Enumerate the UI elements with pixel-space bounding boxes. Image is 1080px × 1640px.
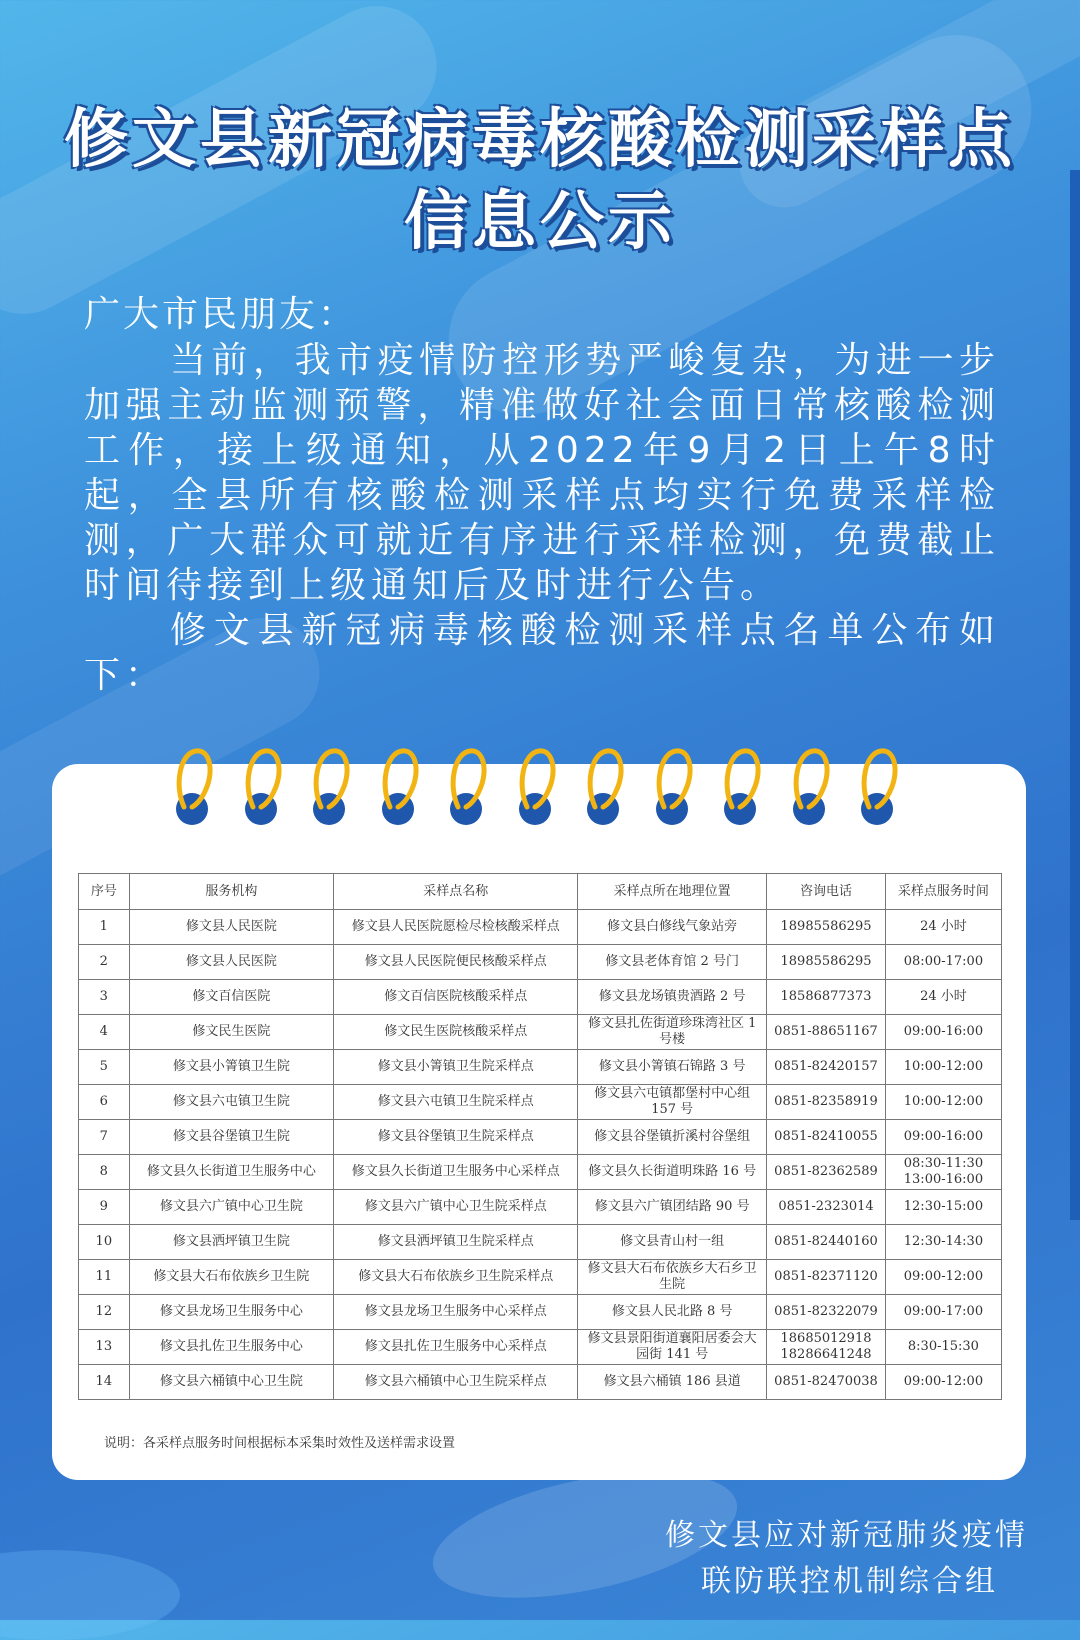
table-cell: 10 (79, 1225, 130, 1260)
table-cell: 修文县小箐镇石锦路 3 号 (578, 1050, 767, 1085)
table-cell: 修文县人民医院 (129, 910, 334, 945)
table-cell: 修文县六桶镇中心卫生院 (129, 1365, 334, 1400)
table-cell: 修文县久长街道卫生服务中心 (129, 1155, 334, 1190)
table-cell: 修文民生医院 (129, 1015, 334, 1050)
table-cell: 修文县龙场卫生服务中心采样点 (334, 1295, 578, 1330)
binder-ring-icon (376, 745, 424, 835)
table-cell: 修文百信医院 (129, 980, 334, 1015)
table-cell: 修文县扎佐卫生服务中心采样点 (334, 1330, 578, 1365)
table-row (79, 1295, 1002, 1330)
table-cell: 12:30-15:00 (885, 1190, 1001, 1225)
intro-paragraph: 当前，我市疫情防控形势严峻复杂，为进一步加强主动监测预警，精准做好社会面日常核酸检测工作，接上级通知，从2022年9月2日上午8时起，全县所有核酸检测采样点均实行免费采样检测，广大群众可就近有序进行采样检测，免费截止时间待接到上级通知后及时进行公告。 (84, 340, 1000, 606)
table-cell: 08:00-17:00 (885, 945, 1001, 980)
table-cell: 0851-2323014 (767, 1190, 886, 1225)
table-cell: 修文县六广镇中心卫生院采样点 (334, 1190, 578, 1225)
table-cell: 修文县久长街道卫生服务中心采样点 (334, 1155, 578, 1190)
table-cell: 修文县小箐镇卫生院采样点 (334, 1050, 578, 1085)
table-cell: 修文县六桶镇中心卫生院采样点 (334, 1365, 578, 1400)
binder-ring-icon (787, 745, 835, 835)
table-header-row (79, 874, 1002, 910)
table-cell: 10:00-12:00 (885, 1085, 1001, 1120)
table-cell: 修文县扎佐卫生服务中心 (129, 1330, 334, 1365)
right-edge-bar (1070, 170, 1080, 1220)
table-cell: 修文县扎佐街道珍珠湾社区 1 号楼 (578, 1015, 767, 1050)
table-cell: 修文百信医院核酸采样点 (334, 980, 578, 1015)
table-row (79, 1015, 1002, 1050)
table-cell: 修文县景阳街道襄阳居委会大园街 141 号 (578, 1330, 767, 1365)
table-cell: 修文县大石布依族乡大石乡卫生院 (578, 1260, 767, 1295)
column-header: 服务机构 (129, 874, 334, 910)
table-cell: 10:00-12:00 (885, 1050, 1001, 1085)
table-cell: 修文县洒坪镇卫生院 (129, 1225, 334, 1260)
binder-ring-icon (855, 745, 903, 835)
table-cell: 修文县人民医院便民核酸采样点 (334, 945, 578, 980)
table-body (79, 910, 1002, 1400)
table-row (79, 1330, 1002, 1365)
table-cell: 修文县洒坪镇卫生院采样点 (334, 1225, 578, 1260)
background-ellipse (0, 1550, 180, 1640)
table-cell: 8:30-15:30 (885, 1330, 1001, 1365)
binder-ring-icon (718, 745, 766, 835)
table-cell: 12:30-14:30 (885, 1225, 1001, 1260)
table-cell: 修文县谷堡镇卫生院 (129, 1120, 334, 1155)
list-intro-paragraph: 修文县新冠病毒核酸检测采样点名单公布如下： (84, 610, 1000, 696)
table-cell: 8 (79, 1155, 130, 1190)
table-row (79, 1365, 1002, 1400)
table-cell: 09:00-17:00 (885, 1295, 1001, 1330)
table-cell: 0851-82470038 (767, 1365, 886, 1400)
table-cell: 09:00-12:00 (885, 1365, 1001, 1400)
table-cell: 0851-88651167 (767, 1015, 886, 1050)
binder-ring-icon (513, 745, 561, 835)
binder-ring-icon (581, 745, 629, 835)
table-cell: 修文县小箐镇卫生院 (129, 1050, 334, 1085)
table-cell: 18685012918 18286641248 (767, 1330, 886, 1365)
table-cell: 24 小时 (885, 980, 1001, 1015)
signature-line1: 修文县应对新冠肺炎疫情 (665, 1518, 1028, 1553)
sampling-sites-table (78, 873, 1002, 1400)
table-cell: 12 (79, 1295, 130, 1330)
signature-line2: 联防联控机制综合组 (701, 1564, 998, 1599)
table-cell: 0851-82322079 (767, 1295, 886, 1330)
table-cell: 18586877373 (767, 980, 886, 1015)
table-cell: 24 小时 (885, 910, 1001, 945)
table-cell: 修文县大石布依族乡卫生院采样点 (334, 1260, 578, 1295)
table-cell: 0851-82358919 (767, 1085, 886, 1120)
table-cell: 修文县六屯镇卫生院 (129, 1085, 334, 1120)
table-cell: 3 (79, 980, 130, 1015)
table-cell: 修文县人民医院 (129, 945, 334, 980)
table-row (79, 910, 1002, 945)
table-row (79, 1190, 1002, 1225)
binder-ring-icon (170, 745, 218, 835)
table-cell: 修文县六桶镇 186 县道 (578, 1365, 767, 1400)
table-cell: 修文县谷堡镇折溪村谷堡组 (578, 1120, 767, 1155)
column-header: 咨询电话 (767, 874, 886, 910)
table-cell: 修文县人民医院愿检尽检核酸采样点 (334, 910, 578, 945)
table-cell: 0851-82371120 (767, 1260, 886, 1295)
table-row (79, 1050, 1002, 1085)
table-cell: 4 (79, 1015, 130, 1050)
table-cell: 修文县龙场卫生服务中心 (129, 1295, 334, 1330)
table-cell: 0851-82362589 (767, 1155, 886, 1190)
table-row (79, 1085, 1002, 1120)
binder-ring-icon (444, 745, 492, 835)
table-cell: 09:00-16:00 (885, 1015, 1001, 1050)
table-row (79, 1120, 1002, 1155)
table-cell: 修文县六广镇团结路 90 号 (578, 1190, 767, 1225)
column-header: 采样点服务时间 (885, 874, 1001, 910)
binder-ring-icon (307, 745, 355, 835)
table-cell: 修文县大石布依族乡卫生院 (129, 1260, 334, 1295)
table-cell: 0851-82410055 (767, 1120, 886, 1155)
table-cell: 18985586295 (767, 910, 886, 945)
table-cell: 0851-82440160 (767, 1225, 886, 1260)
table-cell: 修文县六屯镇都堡村中心组 157 号 (578, 1085, 767, 1120)
table-cell: 修文县人民北路 8 号 (578, 1295, 767, 1330)
table-cell: 18985586295 (767, 945, 886, 980)
table-cell: 修文县谷堡镇卫生院采样点 (334, 1120, 578, 1155)
binder-ring-icon (239, 745, 287, 835)
table-row (79, 1225, 1002, 1260)
table-cell: 14 (79, 1365, 130, 1400)
table-cell: 9 (79, 1190, 130, 1225)
table-cell: 修文县六屯镇卫生院采样点 (334, 1085, 578, 1120)
table-cell: 修文县久长街道明珠路 16 号 (578, 1155, 767, 1190)
greeting: 广大市民朋友： (84, 294, 358, 335)
table-cell: 修文县六广镇中心卫生院 (129, 1190, 334, 1225)
table-note: 说明：各采样点服务时间根据标本采集时效性及送样需求设置 (104, 1436, 456, 1451)
table-row (79, 1260, 1002, 1295)
table-cell: 13 (79, 1330, 130, 1365)
table-cell: 2 (79, 945, 130, 980)
column-header: 采样点所在地理位置 (578, 874, 767, 910)
table-cell: 5 (79, 1050, 130, 1085)
table-cell: 09:00-16:00 (885, 1120, 1001, 1155)
table-cell: 7 (79, 1120, 130, 1155)
page-title-line1: 修文县新冠病毒核酸检测采样点 (64, 103, 1016, 177)
table-cell: 08:30-11:30 13:00-16:00 (885, 1155, 1001, 1190)
page-title-line2: 信息公示 (404, 185, 676, 259)
table-cell: 修文县白修线气象站旁 (578, 910, 767, 945)
table-cell: 修文县青山村一组 (578, 1225, 767, 1260)
table-cell: 修文县龙场镇贵酒路 2 号 (578, 980, 767, 1015)
table-cell: 0851-82420157 (767, 1050, 886, 1085)
binder-ring-icon (650, 745, 698, 835)
table-cell: 修文民生医院核酸采样点 (334, 1015, 578, 1050)
intro-section (84, 292, 1000, 698)
column-header: 采样点名称 (334, 874, 578, 910)
table-cell: 11 (79, 1260, 130, 1295)
table-cell: 09:00-12:00 (885, 1260, 1001, 1295)
table-cell: 6 (79, 1085, 130, 1120)
table-row (79, 1155, 1002, 1190)
column-header: 序号 (79, 874, 130, 910)
table-row (79, 945, 1002, 980)
table-cell: 1 (79, 910, 130, 945)
table-row (79, 980, 1002, 1015)
table-cell: 修文县老体育馆 2 号门 (578, 945, 767, 980)
